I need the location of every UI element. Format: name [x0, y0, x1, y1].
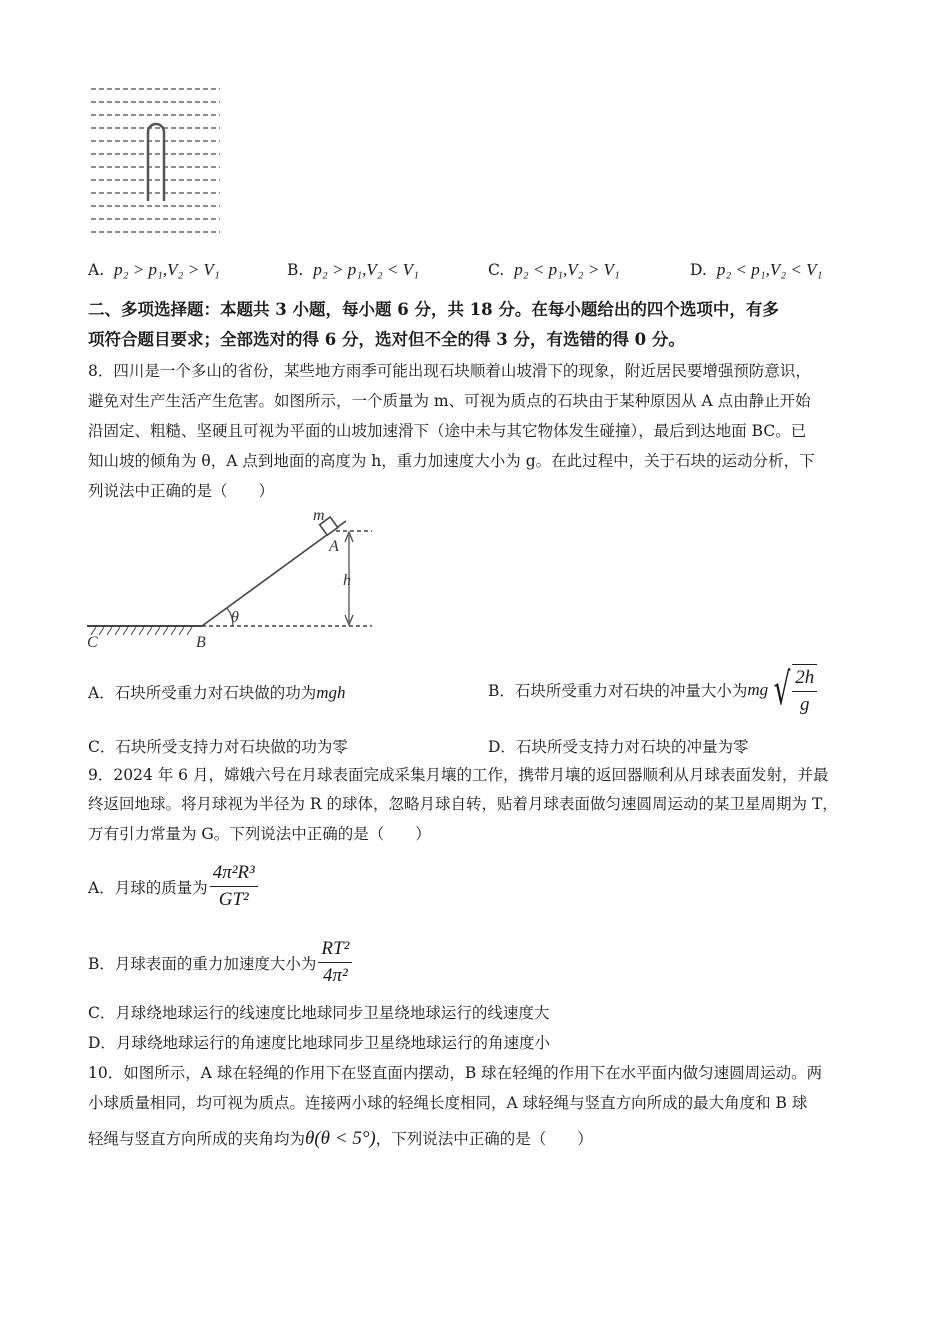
u-tube-water-figure [88, 84, 228, 239]
fraction: $\frac{\text{RT²}}{\text{4π²}}$ [318, 938, 352, 987]
q7-option-a: A. p₂ > p₁,V₂ > V₁ [88, 260, 220, 279]
q8-stem-line: 沿固定、粗糙、坚硬且可视为平面的山坡加速滑下（途中未与其它物体发生碰撞），最后到达地面 BC。已 [88, 422, 807, 440]
radical-sign: √ [773, 664, 791, 715]
section-heading-line1: 二、多项选择题：本题共 3 小题，每小题 6 分，共 18 分。在每小题给出的四个选项中，有多 [88, 300, 779, 319]
q8-option-a: A．石块所受重力对石块做的功为mgh [88, 683, 346, 702]
q9-option-d: D．月球绕地球运行的角速度比地球同步卫星绕地球运行的角速度小 [88, 1034, 550, 1052]
fraction: $\frac{\text{4π²R³}}{\text{GT²}}$ [210, 862, 258, 911]
q8-option-d: D．石块所受支持力对石块的冲量为零 [488, 738, 749, 756]
q9-option-c: C．月球绕地球运行的线速度比地球同步卫星绕地球运行的线速度大 [88, 1004, 550, 1022]
label-c: C [87, 634, 98, 651]
q8-option-c: C．石块所受支持力对石块做的功为零 [88, 738, 348, 756]
label-theta: θ [231, 609, 239, 626]
q8-stem-line: 列说法中正确的是（ ） [88, 482, 275, 500]
label-m: m [313, 507, 325, 524]
q7-option-b: B. p₂ > p₁,V₂ < V₁ [287, 260, 419, 279]
sqrt-expression: √ $\frac{2h}{g}$ [768, 664, 817, 716]
q9-stem-line: 万有引力常量为 G。下列说法中正确的是（ ） [88, 825, 431, 843]
label-h: h [343, 572, 351, 589]
u-tube [148, 124, 164, 201]
section-heading-line2: 项符合题目要求；全部选对的得 6 分，选对但不全的得 3 分，有选错的得 0 分。 [88, 330, 685, 349]
q8-stem-line: 避免对生产生活产生危害。如图所示，一个质量为 m、可视为质点的石块由于某种原因从 A 点由静止开始 [88, 392, 811, 410]
q8-stem-line: 8．四川是一个多山的省份，某些地方雨季可能出现石块顺着山坡滑下的现象，附近居民要增强预防意识， [88, 362, 811, 380]
q7-option-c: C. p₂ < p₁,V₂ > V₁ [488, 260, 620, 279]
q9-stem-line: 9．2024 年 6 月，嫦娥六号在月球表面完成采集月壤的工作，携带月壤的返回器顺利从月球表面发射，并最 [88, 766, 829, 784]
label-a: A [329, 538, 339, 555]
q10-stem-line: 10．如图所示，A 球在轻绳的作用下在竖直面内摆动，B 球在轻绳的作用下在水平面内做匀速圆周运动。两 [88, 1064, 823, 1082]
q9-stem-line: 终返回地球。将月球视为半径为 R 的球体，忽略月球自转，贴着月球表面做匀速圆周运动的某卫星周期为 T， [88, 795, 838, 813]
q9-option-b: B． 月球表面的重力加速度大小为 $\frac{\text{RT²}}{\text{4π²}}$ [88, 938, 352, 987]
q7-option-d: D. p₂ < p₁,V₂ < V₁ [690, 260, 823, 279]
q8-option-b: B． 石块所受重力对石块的冲量大小为 mg √ $\frac{2h}{g}$ [488, 664, 817, 716]
q10-stem-line: 轻绳与竖直方向所成的夹角均为θ(θ < 5°)，下列说法中正确的是（ ） [88, 1128, 593, 1149]
slope-figure [84, 505, 379, 655]
q9-option-a: A． 月球的质量为 $\frac{\text{4π²R³}}{\text{GT²}}$ [88, 862, 258, 911]
q10-stem-line: 小球质量相同，均可视为质点。连接两小球的轻绳长度相同，A 球轻绳与竖直方向所成的最大角度和 B 球 [88, 1094, 808, 1112]
q8-stem-line: 知山坡的倾角为 θ，A 点到地面的高度为 h，重力加速度大小为 g。在此过程中，关于石块的运动分析，下 [88, 452, 815, 470]
label-b: B [196, 634, 206, 651]
